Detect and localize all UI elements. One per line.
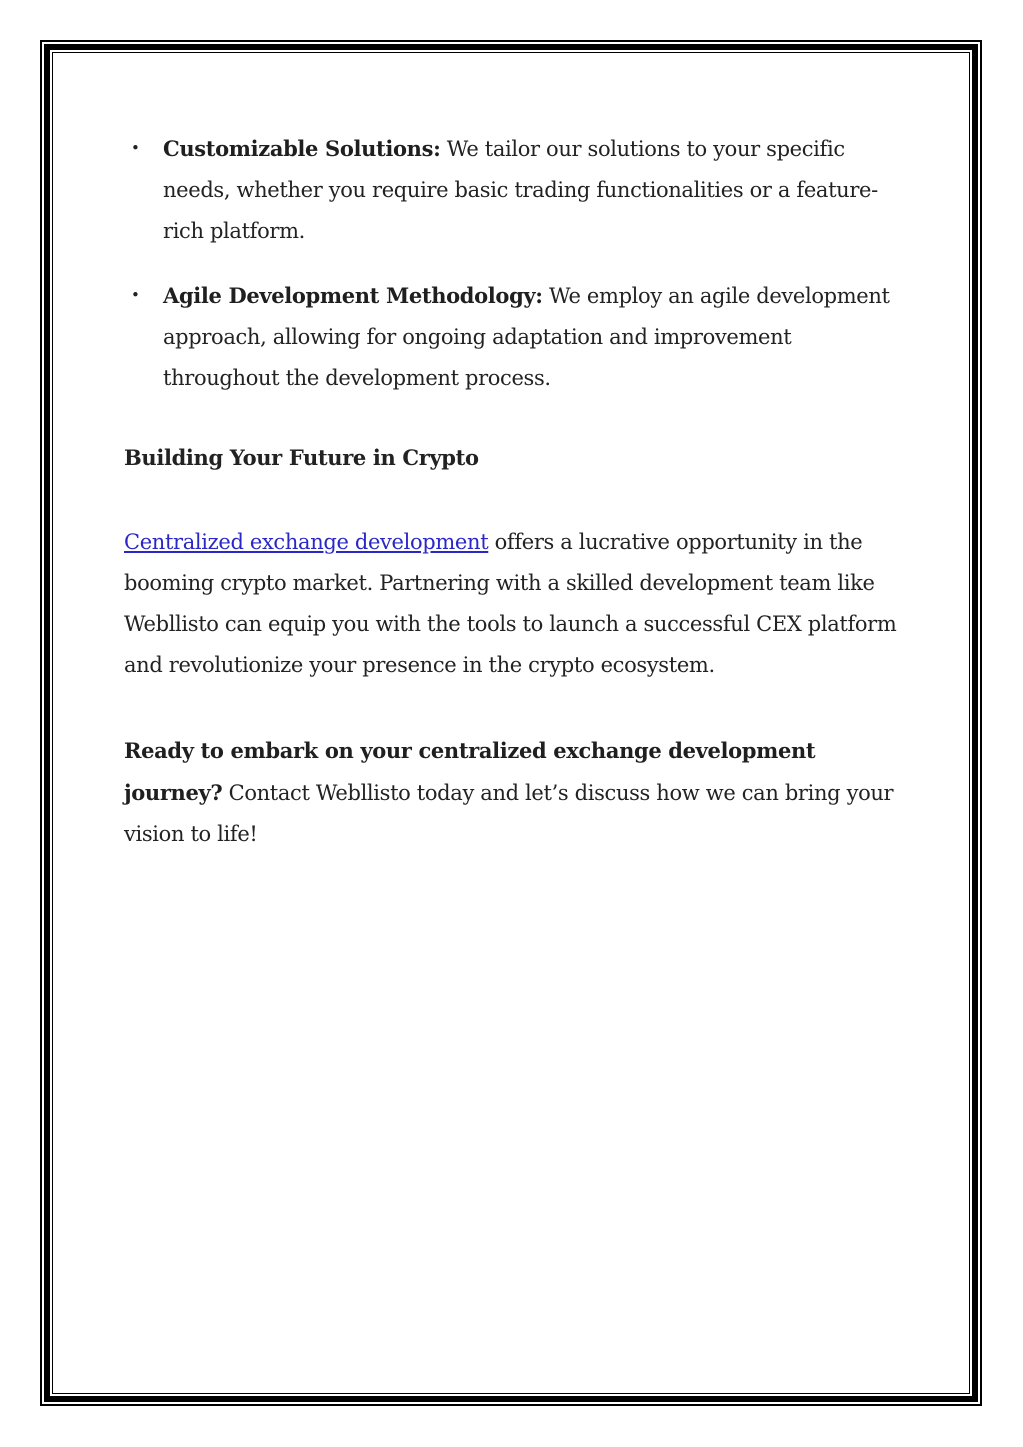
bullet-icon: • xyxy=(131,139,140,157)
document-body xyxy=(124,128,904,855)
centralized-exchange-link[interactable]: Centralized exchange development xyxy=(124,530,489,554)
cta-paragraph xyxy=(124,730,904,855)
list-item xyxy=(124,275,904,399)
list-item xyxy=(124,128,904,252)
cta-text: Contact Webllisto today and let’s discuss how we can bring your vision to life! xyxy=(124,781,894,846)
feature-text: We tailor our solutions to your specific needs, whether you require basic trading functionalities or a feature-rich platform. xyxy=(163,137,878,243)
intro-text: offers a lucrative opportunity in the booming crypto market. Partnering with a skilled development team like Webllisto can equip you with the tools to launch a successful CEX platform and revolutionize your presence in the crypto ecosystem. xyxy=(124,530,897,677)
feature-title: Customizable Solutions: xyxy=(163,136,441,161)
feature-text: We employ an agile development approach, allowing for ongoing adaptation and improvement throughout the development process. xyxy=(163,284,890,390)
section-heading: Building Your Future in Crypto xyxy=(124,445,479,470)
feature-list xyxy=(124,128,904,399)
bullet-icon: • xyxy=(131,286,140,304)
cta-bold: Ready to embark on your centralized exchange development journey? xyxy=(124,738,816,805)
intro-paragraph xyxy=(124,522,904,686)
feature-title: Agile Development Methodology: xyxy=(163,283,543,308)
